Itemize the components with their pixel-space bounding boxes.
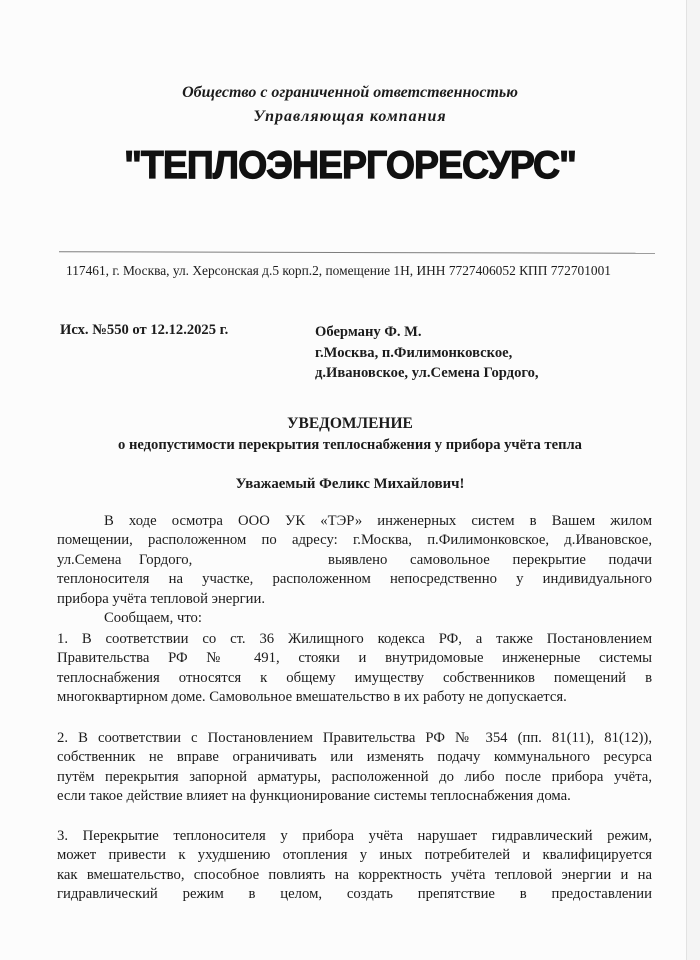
- intro-paragraph: [57, 512, 652, 628]
- intro-line: прибора учёта тепловой энергии.: [57, 590, 266, 607]
- recipient-address-line1: г.Москва, п.Филимонковское,: [315, 344, 513, 361]
- point-line: может привести к ухудшению отопления у иных потребителей и квалифицируется: [57, 847, 652, 864]
- point-line: 1. В соответствии со ст. 36 Жилищного кодекса РФ, а также Постановлением: [57, 631, 652, 647]
- intro-line-part: выявлено самовольное перекрытие подачи: [328, 551, 652, 568]
- greeting: Уважаемый Феликс Михайлович!: [235, 476, 465, 492]
- inform-line: Сообщаем, что:: [104, 609, 202, 626]
- header-divider: [59, 251, 655, 254]
- point-line: если такое действие влияет на функционирование системы теплоснабжения дома.: [57, 788, 571, 805]
- point-line: Правительства РФ № 491, стояки и внутридомовые инженерные системы: [57, 650, 652, 667]
- intro-line-part: ул.Семена Гордого,: [57, 551, 193, 568]
- document-title: УВЕДОМЛЕНИЕ: [287, 415, 413, 432]
- point-line: теплоснабжения относятся к общему имуществу собственников помещений в: [57, 669, 652, 686]
- company-address: 117461, г. Москва, ул. Херсонская д.5 корп.2, помещение 1Н, ИНН 7727406052 КПП 772701001: [66, 263, 611, 278]
- recipient-name: Оберману Ф. М.: [315, 324, 422, 340]
- point-1: [57, 630, 652, 708]
- intro-line: В ходе осмотра ООО УК «ТЭР» инженерных систем в Вашем жилом: [104, 513, 652, 529]
- recipient-address-line2: д.Ивановское, ул.Семена Гордого,: [315, 365, 539, 381]
- recipient-block: [315, 322, 539, 384]
- point-line: собственник не вправе ограничивать или изменять подачу коммунального ресурса: [57, 749, 652, 766]
- point-line: 2. В соответствии с Постановлением Правительства РФ № 354 (пп. 81(11), 81(12)),: [57, 730, 652, 746]
- point-2: [57, 729, 652, 807]
- point-line: как вмешательство, способное повлиять на корректность учёта тепловой энергии и на: [57, 866, 652, 883]
- point-line: гидравлический режим в целом, создать препятствие в предоставлении: [57, 886, 652, 903]
- intro-line: помещении, расположенном по адресу: г.Москва, п.Филимонковское, д.Ивановское,: [57, 532, 652, 549]
- outgoing-number: Исх. №550 от 12.12.2025 г.: [60, 322, 229, 338]
- document-subtitle: о недопустимости перекрытия теплоснабжения у прибора учёта тепла: [118, 437, 582, 453]
- point-3: [57, 827, 652, 905]
- company-name-logo: "ТЕПЛОЭНЕРГОРЕСУРС": [124, 144, 576, 187]
- org-legal-form: Общество с ограниченной ответственностью: [182, 84, 518, 101]
- intro-line: теплоносителя на участке, расположенном непосредственно у индивидуального: [57, 571, 652, 588]
- intro-line-split: [57, 551, 652, 570]
- org-type: Управляющая компания: [253, 108, 447, 125]
- point-line: путём перекрытия запорной арматуры, расположенной до либо после прибора учёта,: [57, 768, 652, 785]
- point-line: 3. Перекрытие теплоносителя у прибора учёта нарушает гидравлический режим,: [57, 828, 652, 844]
- point-line: многоквартирном доме. Самовольное вмешательство в их работу не допускается.: [57, 689, 567, 706]
